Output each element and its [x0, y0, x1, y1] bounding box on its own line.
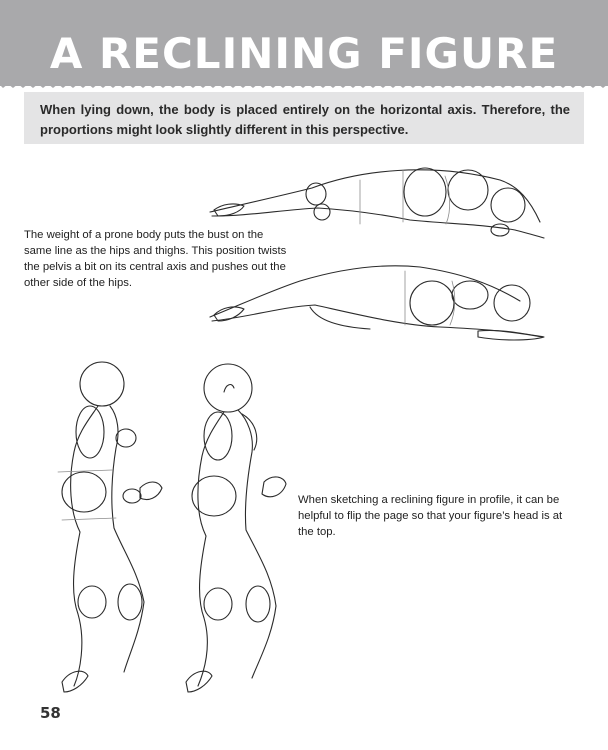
- profile-figure-sketch-right: [160, 352, 300, 697]
- page-number: 58: [40, 704, 61, 722]
- caption-profile-tip: When sketching a reclining figure in profile, it can be helpful to flip the page so that your figure’s head is at the top.: [298, 494, 563, 538]
- intro-text: When lying down, the body is placed entirely on the horizontal axis. Therefore, the proportions might look slightly different in this perspective.: [40, 102, 570, 137]
- page-title: A RECLINING FIGURE: [49, 29, 559, 78]
- profile-figure-sketch-left: [40, 352, 170, 697]
- caption-prone-weight: The weight of a prone body puts the bust on the same line as the hips and thighs. This position twists the pelvis a bit on its central axis and pushes out the other side of the hips.: [24, 229, 287, 289]
